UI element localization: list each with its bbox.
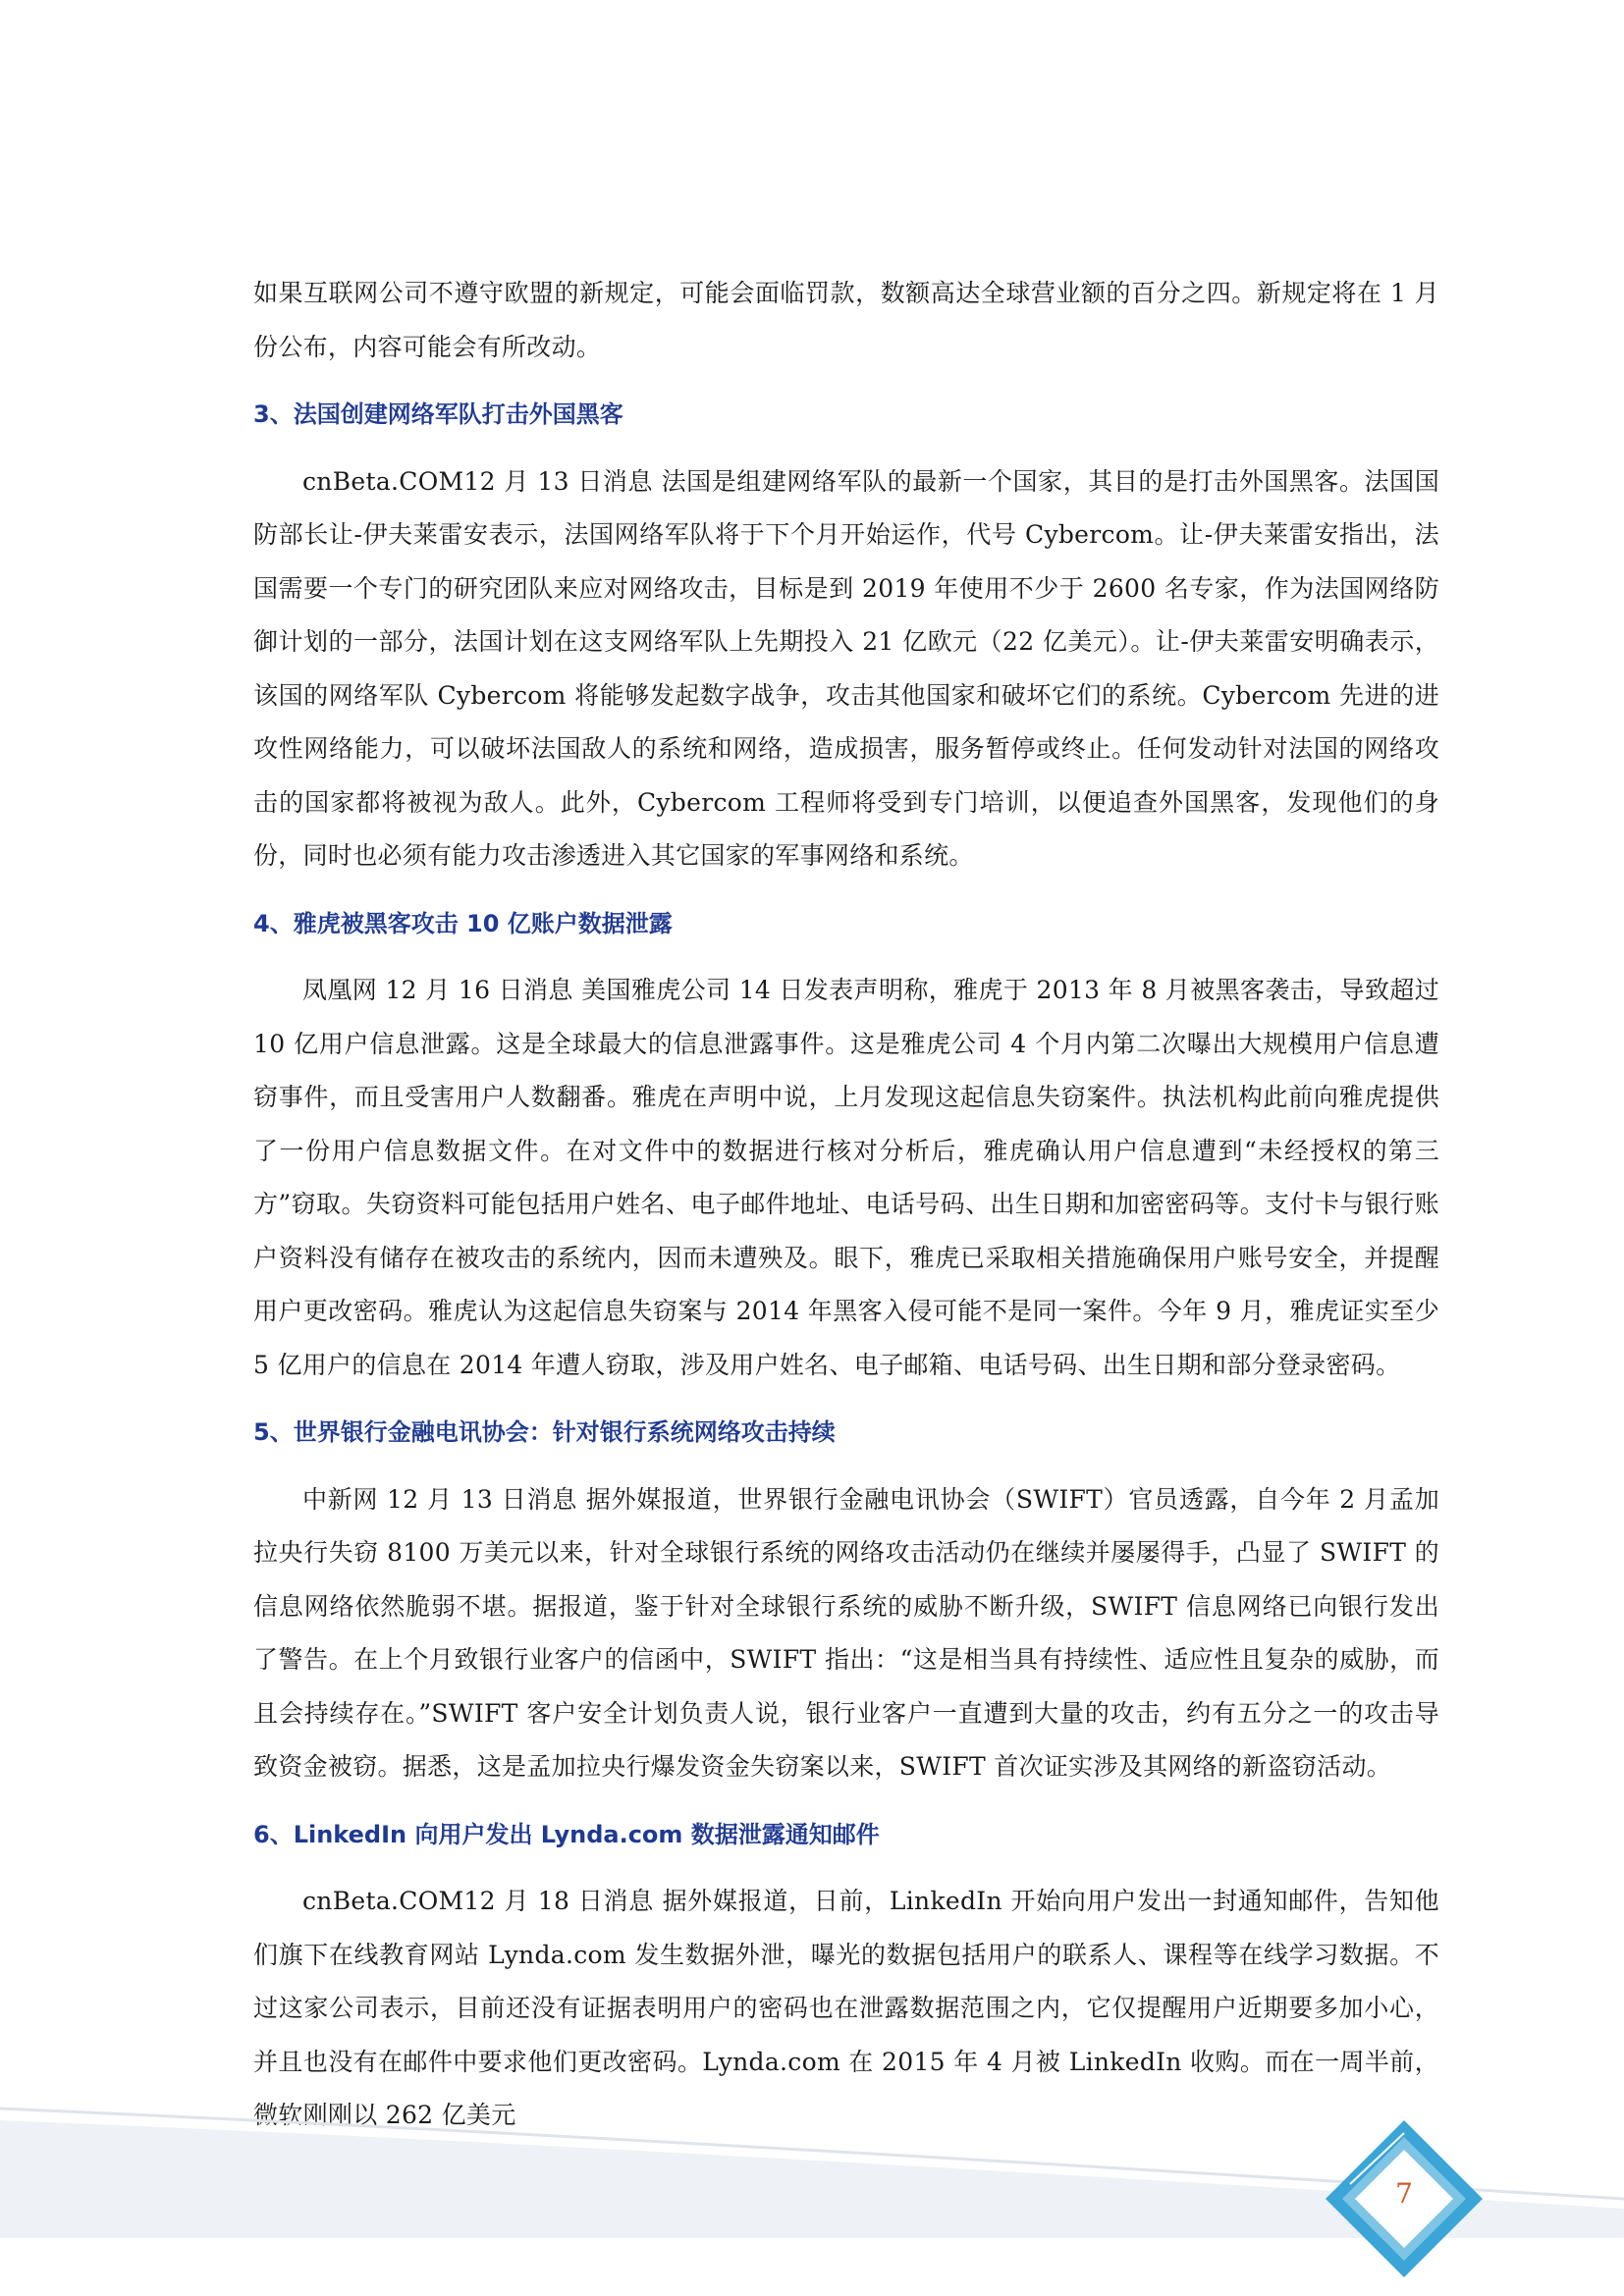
document-body: [253, 267, 1439, 2143]
section-heading: 5、世界银行金融电讯协会：针对银行系统网络攻击持续: [253, 1418, 836, 1446]
section-body: cnBeta.COM12 月 18 日消息 据外媒报道，日前，LinkedIn 开始向用户发出一封通知邮件，告知他们旗下在线教育网站 Lynda.com 发生数据外泄，曝光的数据包括用户的联系人、课程等在线学习数据。不过这家公司表示，目前还没有证据表明用户的密码也在泄露数据范围之内，它仅提醒用户近期要多加小心，并且也没有在邮件中要求他们更改密码。Lynda.com 在 2015 年 4 月被 LinkedIn 收购。而在一周半前，微软刚刚以 262 亿美元: [253, 1887, 1439, 2129]
page-number: 7: [1395, 2177, 1413, 2210]
section-body: 凤凰网 12 月 16 日消息 美国雅虎公司 14 日发表声明称，雅虎于 2013 年 8 月被黑客袭击，导致超过 10 亿用户信息泄露。这是全球最大的信息泄露事件。这是雅虎公司 4 个月内第二次曝出大规模用户信息遭窃事件，而且受害用户人数翻番。雅虎在声明中说，上月发现这起信息失窃案件。执法机构此前向雅虎提供了一份用户信息数据文件。在对文件中的数据进行核对分析后，雅虎确认用户信息遭到“未经授权的第三方”窃取。失窃资料可能包括用户姓名、电子邮件地址、电话号码、出生日期和加密密码等。支付卡与银行账户资料没有储存在被攻击的系统内，因而未遭殃及。眼下，雅虎已采取相关措施确保用户账号安全，并提醒用户更改密码。雅虎认为这起信息失窃案与 2014 年黑客入侵可能不是同一案件。今年 9 月，雅虎证实至少 5 亿用户的信息在 2014 年遭人窃取，涉及用户姓名、电子邮箱、电话号码、出生日期和部分登录密码。: [253, 976, 1439, 1379]
intro-paragraph: 如果互联网公司不遵守欧盟的新规定，可能会面临罚款，数额高达全球营业额的百分之四。新规定将在 1 月份公布，内容可能会有所改动。: [253, 279, 1439, 361]
section-heading: 6、LinkedIn 向用户发出 Lynda.com 数据泄露通知邮件: [253, 1820, 880, 1848]
section-body: cnBeta.COM12 月 13 日消息 法国是组建网络军队的最新一个国家，其目的是打击外国黑客。法国国防部长让-伊夫莱雷安表示，法国网络军队将于下个月开始运作，代号 Cybercom。让-伊夫莱雷安指出，法国需要一个专门的研究团队来应对网络攻击，目标是到 2019 年使用不少于 2600 名专家，作为法国网络防御计划的一部分，法国计划在这支网络军队上先期投入 21 亿欧元（22 亿美元）。让-伊夫莱雷安明确表示，该国的网络军队 Cybercom 将能够发起数字战争，攻击其他国家和破坏它们的系统。Cybercom 先进的进攻性网络能力，可以破坏法国敌人的系统和网络，造成损害，服务暂停或终止。任何发动针对法国的网络攻击的国家都将被视为敌人。此外，Cybercom 工程师将受到专门培训，以便追查外国黑客，发现他们的身份，同时也必须有能力攻击渗透进入其它国家的军事网络和系统。: [253, 466, 1439, 870]
section-heading: 4、雅虎被黑客攻击 10 亿账户数据泄露: [253, 909, 673, 937]
section-body: 中新网 12 月 13 日消息 据外媒报道，世界银行金融电讯协会（SWIFT）官员透露，自今年 2 月孟加拉央行失窃 8100 万美元以来，针对全球银行系统的网络攻击活动仍在继续并屡屡得手，凸显了 SWIFT 的信息网络依然脆弱不堪。据报道，鉴于针对全球银行系统的威胁不断升级，SWIFT 信息网络已向银行发出了警告。在上个月致银行业客户的信函中，SWIFT 指出：“这是相当具有持续性、适应性且复杂的威胁，而且会持续存在。”SWIFT 客户安全计划负责人说，银行业客户一直遭到大量的攻击，约有五分之一的攻击导致资金被窃。据悉，这是孟加拉央行爆发资金失窃案以来，SWIFT 首次证实涉及其网络的新盗窃活动。: [253, 1484, 1439, 1781]
section-heading: 3、法国创建网络军队打击外国黑客: [253, 400, 623, 428]
